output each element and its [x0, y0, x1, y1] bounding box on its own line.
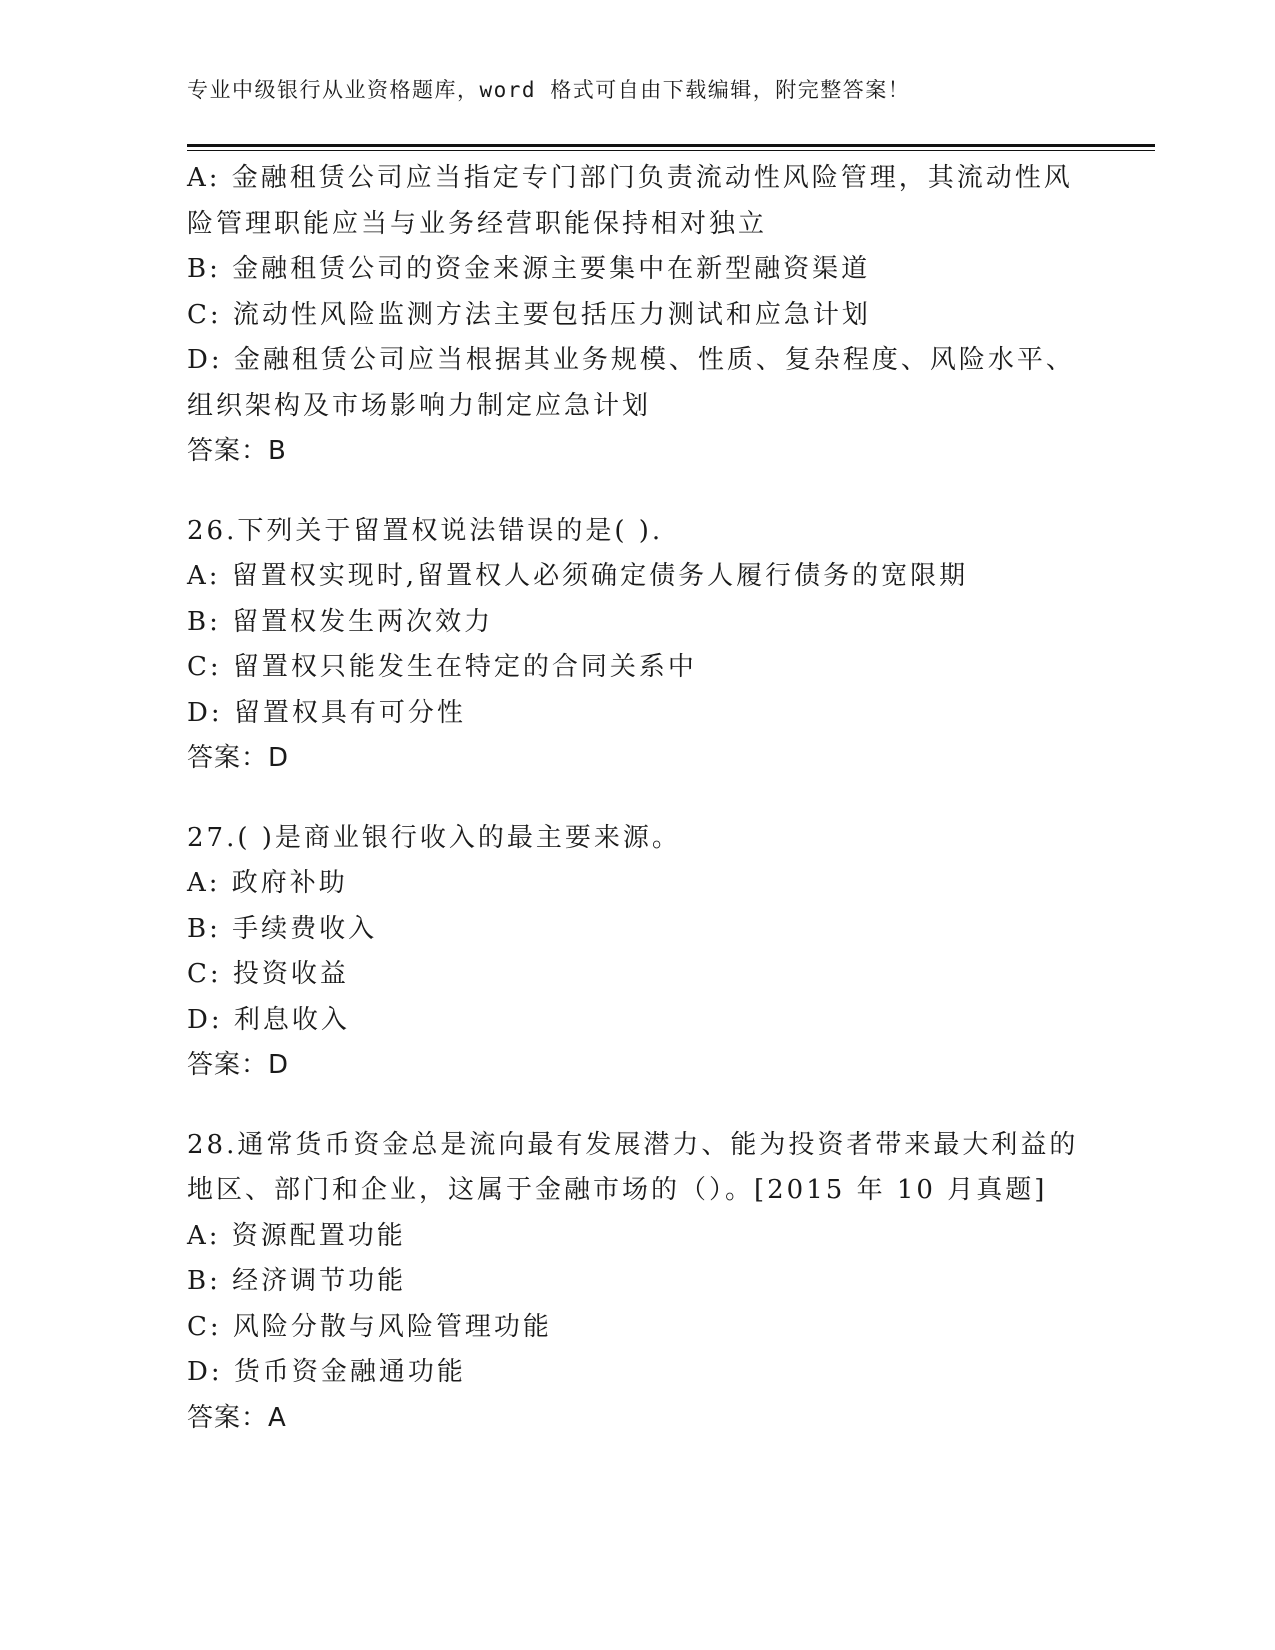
- option-line: C: 流动性风险监测方法主要包括压力测试和应急计划: [187, 299, 871, 330]
- option-line: A: 金融租赁公司应当指定专门部门负责流动性风险管理，其流动性风: [187, 163, 1073, 193]
- question-stem: 27.( )是商业银行收入的最主要来源。: [187, 822, 681, 853]
- answer-line: 答案：A: [187, 1402, 287, 1433]
- option-line: A: 资源配置功能: [187, 1220, 406, 1251]
- option-line: C: 留置权只能发生在特定的合同关系中: [187, 652, 697, 682]
- option-line: B: 经济调节功能: [187, 1266, 407, 1296]
- option-line: B: 手续费收入: [187, 913, 378, 944]
- question-block: [187, 816, 1087, 1089]
- question-stem: 28.通常货币资金总是流向最有发展潜力、能为投资者带来最大利益的: [187, 1129, 1079, 1160]
- question-block: [187, 1123, 1087, 1442]
- option-line: D: 金融租赁公司应当根据其业务规模、性质、复杂程度、风险水平、: [187, 345, 1075, 375]
- option-line: A: 留置权实现时,留置权人必须确定债务人履行债务的宽限期: [187, 561, 969, 591]
- option-line: C: 风险分散与风险管理功能: [187, 1311, 552, 1342]
- option-line: D: 留置权具有可分性: [187, 697, 466, 728]
- answer-line: 答案：D: [187, 1050, 290, 1080]
- option-line: B: 留置权发生两次效力: [187, 606, 494, 637]
- answer-line: 答案：B: [187, 436, 287, 466]
- question-stem: 26.下列关于留置权说法错误的是( ).: [187, 515, 664, 546]
- option-line: B: 金融租赁公司的资金来源主要集中在新型融资渠道: [187, 254, 871, 284]
- option-line: C: 投资收益: [187, 959, 349, 989]
- option-line: 险管理职能应当与业务经营职能保持相对独立: [187, 208, 768, 239]
- question-stem: 地区、部门和企业，这属于金融市场的（）。[2015 年 10 月真题]: [187, 1175, 1048, 1205]
- page-header: 专业中级银行从业资格题库，word 格式可自由下载编辑，附完整答案！: [187, 78, 911, 102]
- option-line: D: 货币资金融通功能: [187, 1357, 466, 1387]
- answer-line: 答案：D: [187, 743, 290, 773]
- question-block: [187, 509, 1087, 782]
- question-list: [187, 156, 1087, 1441]
- option-line: A: 政府补助: [187, 868, 348, 898]
- question-block: [187, 156, 1087, 475]
- option-line: 组织架构及市场影响力制定应急计划: [187, 390, 652, 421]
- option-line: D: 利息收入: [187, 1004, 350, 1035]
- header-divider: [187, 144, 1155, 151]
